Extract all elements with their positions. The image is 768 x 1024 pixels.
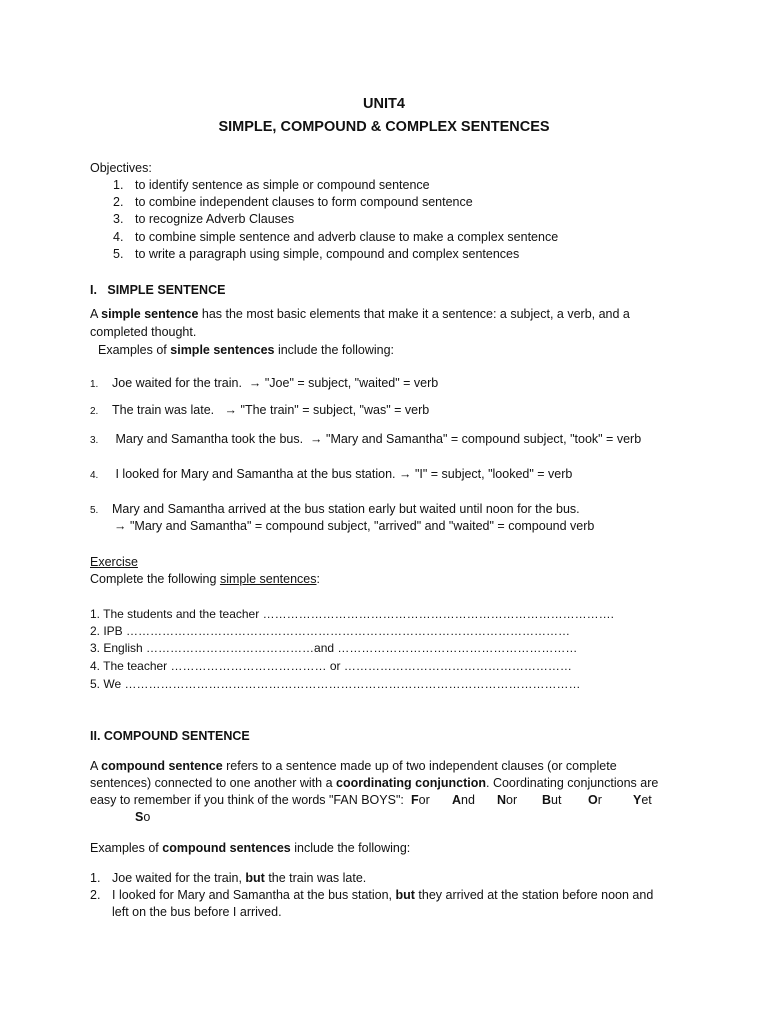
- exercise-item: 2. IPB …………………………………………………………………………………………………: [90, 624, 571, 638]
- fanboys-rest: o: [143, 810, 151, 824]
- example-text: I looked for Mary and Samantha at the bus station. → "I" = subject, "looked" = verb: [112, 467, 573, 481]
- compound-intro-line1: [90, 758, 617, 775]
- text: the train was late.: [264, 871, 367, 885]
- underlined-term: simple sentences: [219, 572, 317, 586]
- compound-example: 1. Joe waited for the train, but the train was late.: [90, 871, 367, 885]
- compound-intro-line3: easy to remember if you think of the words "FAN BOYS":: [90, 793, 404, 807]
- fanboys-letter: A: [452, 793, 462, 807]
- fanboys-letter: F: [411, 793, 419, 807]
- text: :: [316, 572, 320, 586]
- text: A: [90, 759, 102, 773]
- bold-term: compound sentence: [101, 759, 223, 773]
- simple-example: 3. Mary and Samantha took the bus. → "Mary and Samantha" = compound subject, "took" = verb: [90, 432, 642, 446]
- exercise-instructions: [90, 571, 320, 588]
- simple-intro-line2: completed thought.: [90, 325, 197, 339]
- example-text: Mary and Samantha took the bus. → "Mary and Samantha" = compound subject, "took" = verb: [112, 432, 642, 446]
- text: include the following:: [290, 841, 411, 855]
- fanboys-rest: r: [597, 793, 602, 807]
- conjunction: but: [395, 888, 415, 902]
- compound-examples-intro: [90, 840, 410, 857]
- objective-item: 4. to combine simple sentence and adverb clause to make a complex sentence: [113, 230, 559, 244]
- objective-text: to combine independent clauses to form compound sentence: [135, 195, 473, 209]
- text: they arrived at the station before noon and: [414, 888, 654, 902]
- objective-item: 1. to identify sentence as simple or compound sentence: [113, 178, 430, 192]
- text: Joe waited for the train,: [112, 871, 246, 885]
- text: Complete the following: [90, 572, 220, 586]
- objectives-label: Objectives:: [90, 161, 152, 175]
- fanboys-rest: ut: [551, 793, 562, 807]
- bold-term: compound sentences: [162, 841, 291, 855]
- text: Examples of: [98, 343, 171, 357]
- objective-text: to identify sentence as simple or compound sentence: [135, 178, 430, 192]
- exercise-item: 4. The teacher ………………………………… or …………………………………………………: [90, 659, 572, 673]
- simple-example-continuation: → "Mary and Samantha" = compound subject, "arrived" and "waited" = compound verb: [114, 519, 595, 533]
- text: Examples of: [90, 841, 163, 855]
- fanboys-rest: nd: [461, 793, 475, 807]
- compound-intro-line2: [90, 775, 658, 792]
- objective-text: to recognize Adverb Clauses: [135, 212, 295, 226]
- fanboys-list: [0, 792, 768, 828]
- simple-example: 4. I looked for Mary and Samantha at the bus station. → "I" = subject, "looked" = verb: [90, 467, 573, 481]
- text: refers to a sentence made up of two independent clauses (or complete: [222, 759, 617, 773]
- text: I looked for Mary and Samantha at the bus station,: [112, 888, 396, 902]
- simple-examples-intro: [98, 342, 394, 359]
- example-text: The train was late. → "The train" = subject, "was" = verb: [112, 403, 430, 417]
- fanboys-word: [633, 792, 652, 809]
- objective-text: to write a paragraph using simple, compound and complex sentences: [135, 247, 520, 261]
- fanboys-letter: O: [588, 793, 598, 807]
- compound-example-continuation: left on the bus before I arrived.: [112, 905, 282, 919]
- simple-intro-line1: [90, 306, 630, 323]
- fanboys-word: [497, 792, 517, 809]
- bold-term: coordinating conjunction: [336, 776, 486, 790]
- example-text: Mary and Samantha arrived at the bus station early but waited until noon for the bus.: [112, 502, 580, 516]
- bold-term: simple sentences: [170, 343, 275, 357]
- conjunction: but: [245, 871, 265, 885]
- fanboys-rest: or: [418, 793, 430, 807]
- fanboys-word: [411, 792, 430, 809]
- section-heading-compound: II. COMPOUND SENTENCE: [90, 729, 250, 743]
- simple-example: 2. The train was late. → "The train" = subject, "was" = verb: [90, 403, 430, 417]
- fanboys-letter: Y: [633, 793, 642, 807]
- exercise-item: 1. The students and the teacher …………………………………………………………………………….: [90, 607, 614, 621]
- fanboys-rest: et: [641, 793, 652, 807]
- exercise-item: 5. We ……………………………………………………………………………………………………: [90, 677, 581, 691]
- fanboys-letter: B: [542, 793, 552, 807]
- section-heading-simple: I. SIMPLE SENTENCE: [90, 283, 226, 297]
- fanboys-word: [135, 809, 150, 826]
- fanboys-letter: N: [497, 793, 507, 807]
- exercise-label: Exercise: [90, 555, 138, 569]
- text: sentences) connected to one another with a: [90, 776, 336, 790]
- objective-text: to combine simple sentence and adverb clause to make a complex sentence: [135, 230, 559, 244]
- fanboys-word: [588, 792, 602, 809]
- text: include the following:: [274, 343, 395, 357]
- objective-item: 2. to combine independent clauses to form compound sentence: [113, 195, 473, 209]
- simple-example: 5. Mary and Samantha arrived at the bus station early but waited until noon for the bus.: [90, 502, 580, 516]
- objective-item: 3. to recognize Adverb Clauses: [113, 212, 295, 226]
- text: A: [90, 307, 102, 321]
- bold-term: simple sentence: [101, 307, 199, 321]
- fanboys-word: [542, 792, 561, 809]
- objective-item: 5. to write a paragraph using simple, compound and complex sentences: [113, 247, 520, 261]
- simple-example: 1. Joe waited for the train. → "Joe" = subject, "waited" = verb: [90, 376, 439, 390]
- fanboys-word: [452, 792, 475, 809]
- text: . Coordinating conjunctions are: [486, 776, 659, 790]
- example-text: Joe waited for the train. → "Joe" = subject, "waited" = verb: [112, 376, 439, 390]
- unit-label: UNIT4: [363, 96, 405, 112]
- compound-example: 2. I looked for Mary and Samantha at the bus station, but they arrived at the station before noon and: [90, 888, 654, 902]
- exercise-item: 3. English ……………………………………and ……………………………………………………: [90, 641, 578, 655]
- fanboys-letter: S: [135, 810, 144, 824]
- fanboys-rest: or: [506, 793, 518, 807]
- page-title: SIMPLE, COMPOUND & COMPLEX SENTENCES: [218, 119, 550, 135]
- text: has the most basic elements that make it a sentence: a subject, a verb, and a: [198, 307, 630, 321]
